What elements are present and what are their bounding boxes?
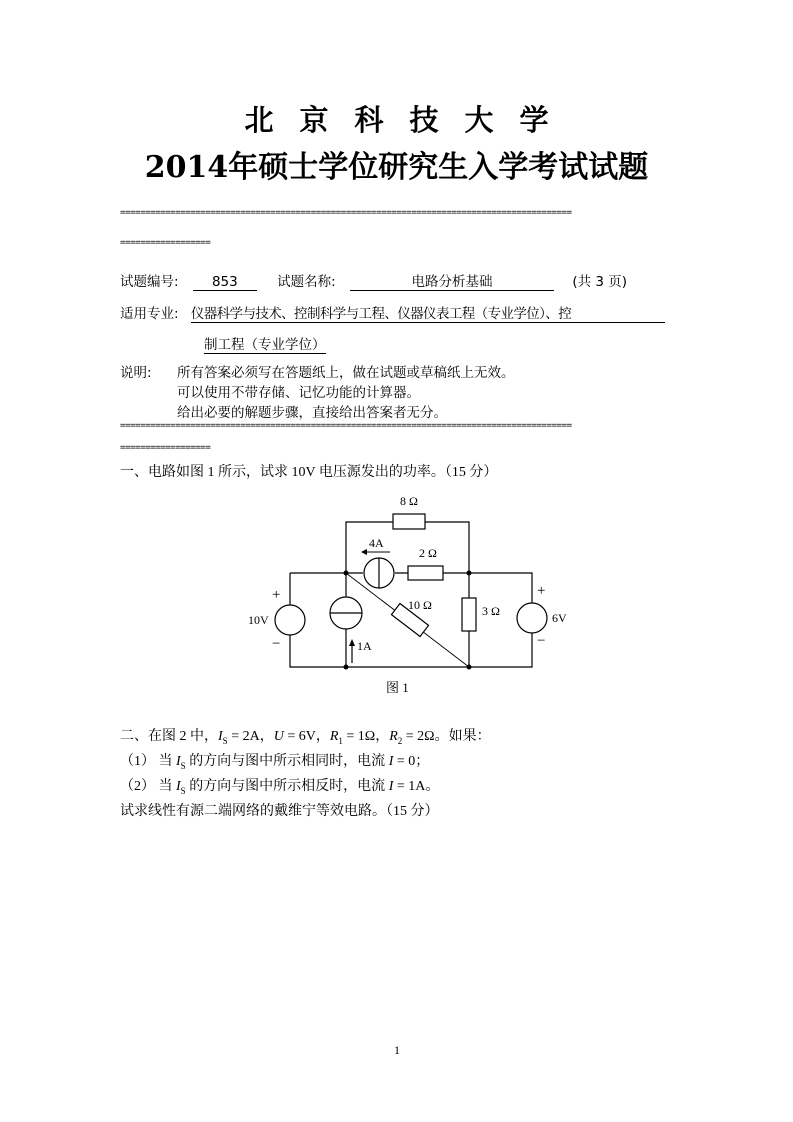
code-label: 试题编号: <box>120 274 179 290</box>
minus-6v: − <box>537 633 546 649</box>
figure-caption: 图 1 <box>386 680 409 695</box>
name-label: 试题名称: <box>277 274 336 290</box>
label-8ohm: 8 Ω <box>400 494 418 508</box>
question-1: 一、电路如图 1 所示，试求 10V 电压源发出的功率。（15 分） <box>120 465 498 480</box>
note-3: 给出必要的解题步骤，直接给出答案者无分。 <box>177 405 447 421</box>
label-10v: 10V <box>248 613 269 627</box>
question-2-case-1: （1） 当 $I_S$ 的方向与图中所示相同时，电流 I = 0； <box>120 754 430 771</box>
major-line1: 仪器科学与技术、控制科学与工程、仪器仪表工程（专业学位）、控 <box>191 302 665 323</box>
page-number: 1 <box>394 1043 400 1057</box>
plus-6v: + <box>537 583 546 599</box>
plus-10v: + <box>272 587 281 603</box>
exam-title: 2014年硕士学位研究生入学考试试题 <box>144 150 649 185</box>
exam-code: 853 <box>193 274 257 291</box>
label-1a: 1A <box>357 639 372 653</box>
voltage-source-6v <box>517 603 547 633</box>
label-3ohm: 3 Ω <box>482 604 500 618</box>
question-2-task: 试求线性有源二端网络的戴维宁等效电路。（15 分） <box>120 804 439 819</box>
arrow-1a-head-icon <box>349 639 355 646</box>
separator: ========================================================================================== <box>120 208 572 218</box>
note-1: 所有答案必须写在答题纸上，做在试题或草稿纸上无效。 <box>177 365 515 381</box>
voltage-source-10v <box>275 605 305 635</box>
question-2-case-2: （2） 当 $I_S$ 的方向与图中所示相反时，电流 I = 1A。 <box>120 779 440 796</box>
resistor-8ohm <box>393 514 425 529</box>
exam-name: 电路分析基础 <box>350 270 554 291</box>
label-6v: 6V <box>552 611 567 625</box>
arrow-4a-head-icon <box>361 549 367 555</box>
label-4a: 4A <box>369 536 384 550</box>
separator: ================== <box>120 238 211 248</box>
separator: ================== <box>120 443 211 453</box>
university-name: 北京科技大学 <box>244 103 575 137</box>
major-line2: 制工程（专业学位） <box>204 333 326 354</box>
question-2: 二、在图 2 中，$I_S = 2A$，U = 6V，$R_1 = 1\Omega$，$R_2 = 2\Omega$。如果： <box>120 729 491 746</box>
note-label: 说明: <box>120 365 152 381</box>
label-10ohm: 10 Ω <box>408 598 432 612</box>
page-count: (共 3 页) <box>572 274 628 290</box>
label-2ohm: 2 Ω <box>419 546 437 560</box>
major-label: 适用专业: <box>120 306 179 322</box>
resistor-2ohm <box>408 566 443 580</box>
note-2: 可以使用不带存储、记忆功能的计算器。 <box>177 385 420 401</box>
separator: ========================================================================================== <box>120 421 572 431</box>
resistor-3ohm <box>462 598 476 631</box>
minus-10v: − <box>272 636 281 652</box>
wire-top <box>346 522 469 573</box>
